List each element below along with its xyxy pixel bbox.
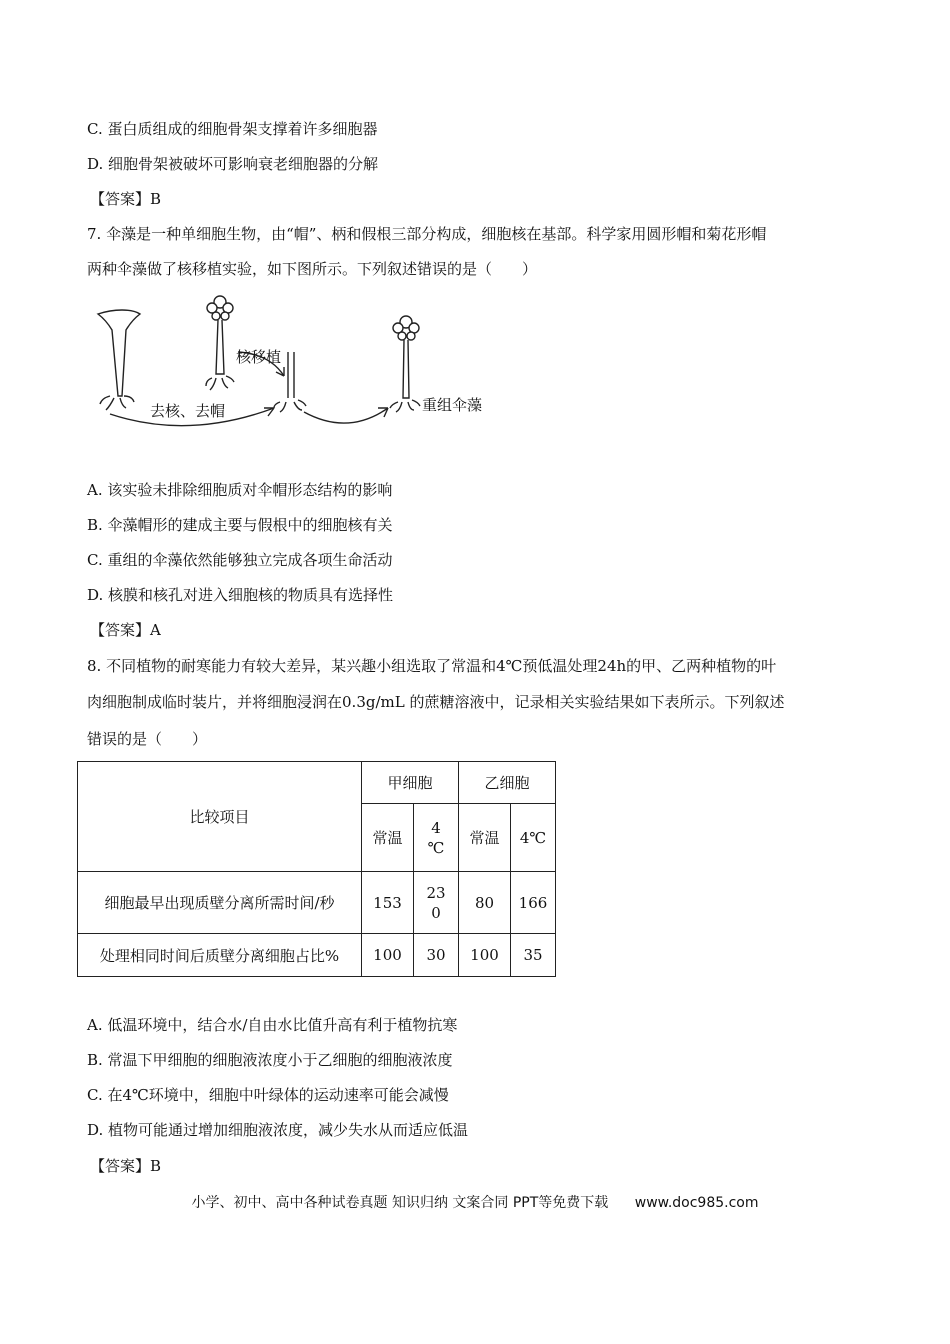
row2-a-normal: 100: [362, 934, 414, 977]
footer-site-link[interactable]: www.doc985.com: [634, 1195, 759, 1211]
q7-option-a: A. 该实验未排除细胞质对伞帽形态结构的影响: [87, 481, 393, 499]
row1-a-normal: 153: [362, 872, 414, 934]
q7-option-b: B. 伞藻帽形的建成主要与假根中的细胞核有关: [87, 516, 393, 534]
header-group-a: 甲细胞: [362, 762, 459, 804]
q8-answer: 【答案】B: [90, 1157, 162, 1175]
umbrella-algae-figure: [88, 290, 528, 440]
result-arrow: [304, 408, 388, 423]
row1-label: 细胞最早出现质壁分离所需时间/秒: [78, 872, 362, 934]
label-transplant: 核移植: [236, 348, 282, 366]
q8-option-b: B. 常温下甲细胞的细胞液浓度小于乙细胞的细胞液浓度: [87, 1051, 453, 1069]
header-a-cold: [414, 804, 459, 872]
flower-cap-alga-illustration: [206, 296, 234, 390]
header-a-normal: 常温: [362, 804, 414, 872]
q7-option-c: C. 重组的伞藻依然能够独立完成各项生命活动: [87, 551, 393, 569]
round-cap-alga-illustration: [98, 310, 140, 410]
q8-stem-line2: 肉细胞制成临时装片，并将细胞浸润在0.3g/mL 的蔗糖溶液中，记录相关实验结果如下表所示。下列叙述: [87, 693, 785, 711]
page-footer: [0, 1192, 950, 1212]
q7-stem-line2: 两种伞藻做了核移植实验，如下图所示。下列叙述错误的是（ ）: [87, 260, 538, 278]
q8-option-c: C. 在4℃环境中，细胞中叶绿体的运动速率可能会减慢: [87, 1086, 449, 1104]
label-result: 重组伞藻: [422, 396, 483, 414]
q6-option-c: C. 蛋白质组成的细胞骨架支撑着许多细胞器: [87, 120, 378, 138]
q7-answer: 【答案】A: [90, 621, 161, 639]
row1-b-normal: 80: [459, 872, 511, 934]
label-remove: 去核、去帽: [150, 402, 226, 420]
q8-stem-line1: 8. 不同植物的耐寒能力有较大差异，某兴趣小组选取了常温和4℃预低温处理24h的甲、乙两种植物的叶: [87, 657, 777, 675]
q7-stem-line1: 7. 伞藻是一种单细胞生物，由“帽”、柄和假根三部分构成，细胞核在基部。科学家用圆形帽和菊花形帽: [87, 225, 767, 243]
row1-a-cold-part2: 0: [431, 903, 441, 922]
q6-answer: 【答案】B: [90, 190, 162, 208]
q8-option-a: A. 低温环境中，结合水/自由水比值升高有利于植物抗寒: [87, 1016, 458, 1034]
q8-option-d: D. 植物可能通过增加细胞液浓度，减少失水从而适应低温: [87, 1121, 469, 1139]
row1-a-cold: [414, 872, 459, 934]
header-b-cold: 4℃: [511, 804, 556, 872]
row1-b-cold: 166: [511, 872, 556, 934]
results-table: [77, 761, 556, 977]
header-a-cold-part1: 4: [431, 818, 441, 837]
q7-option-d: D. 核膜和核孔对进入细胞核的物质具有选择性: [87, 586, 394, 604]
header-b-normal: 常温: [459, 804, 511, 872]
row2-label: 处理相同时间后质壁分离细胞占比%: [78, 934, 362, 977]
q6-option-d: D. 细胞骨架被破坏可影响衰老细胞器的分解: [87, 155, 379, 173]
header-a-cold-part2: ℃: [427, 838, 445, 857]
header-group-b: 乙细胞: [459, 762, 556, 804]
recombined-alga-illustration: [390, 316, 420, 412]
row1-a-cold-part1: 23: [426, 883, 446, 902]
q8-stem-line3: 错误的是（ ）: [87, 730, 208, 748]
header-item: 比较项目: [78, 762, 362, 872]
row2-a-cold: 30: [414, 934, 459, 977]
row2-b-cold: 35: [511, 934, 556, 977]
row2-b-normal: 100: [459, 934, 511, 977]
footer-text: 小学、初中、高中各种试卷真题 知识归纳 文案合同 PPT等免费下载: [191, 1195, 609, 1211]
